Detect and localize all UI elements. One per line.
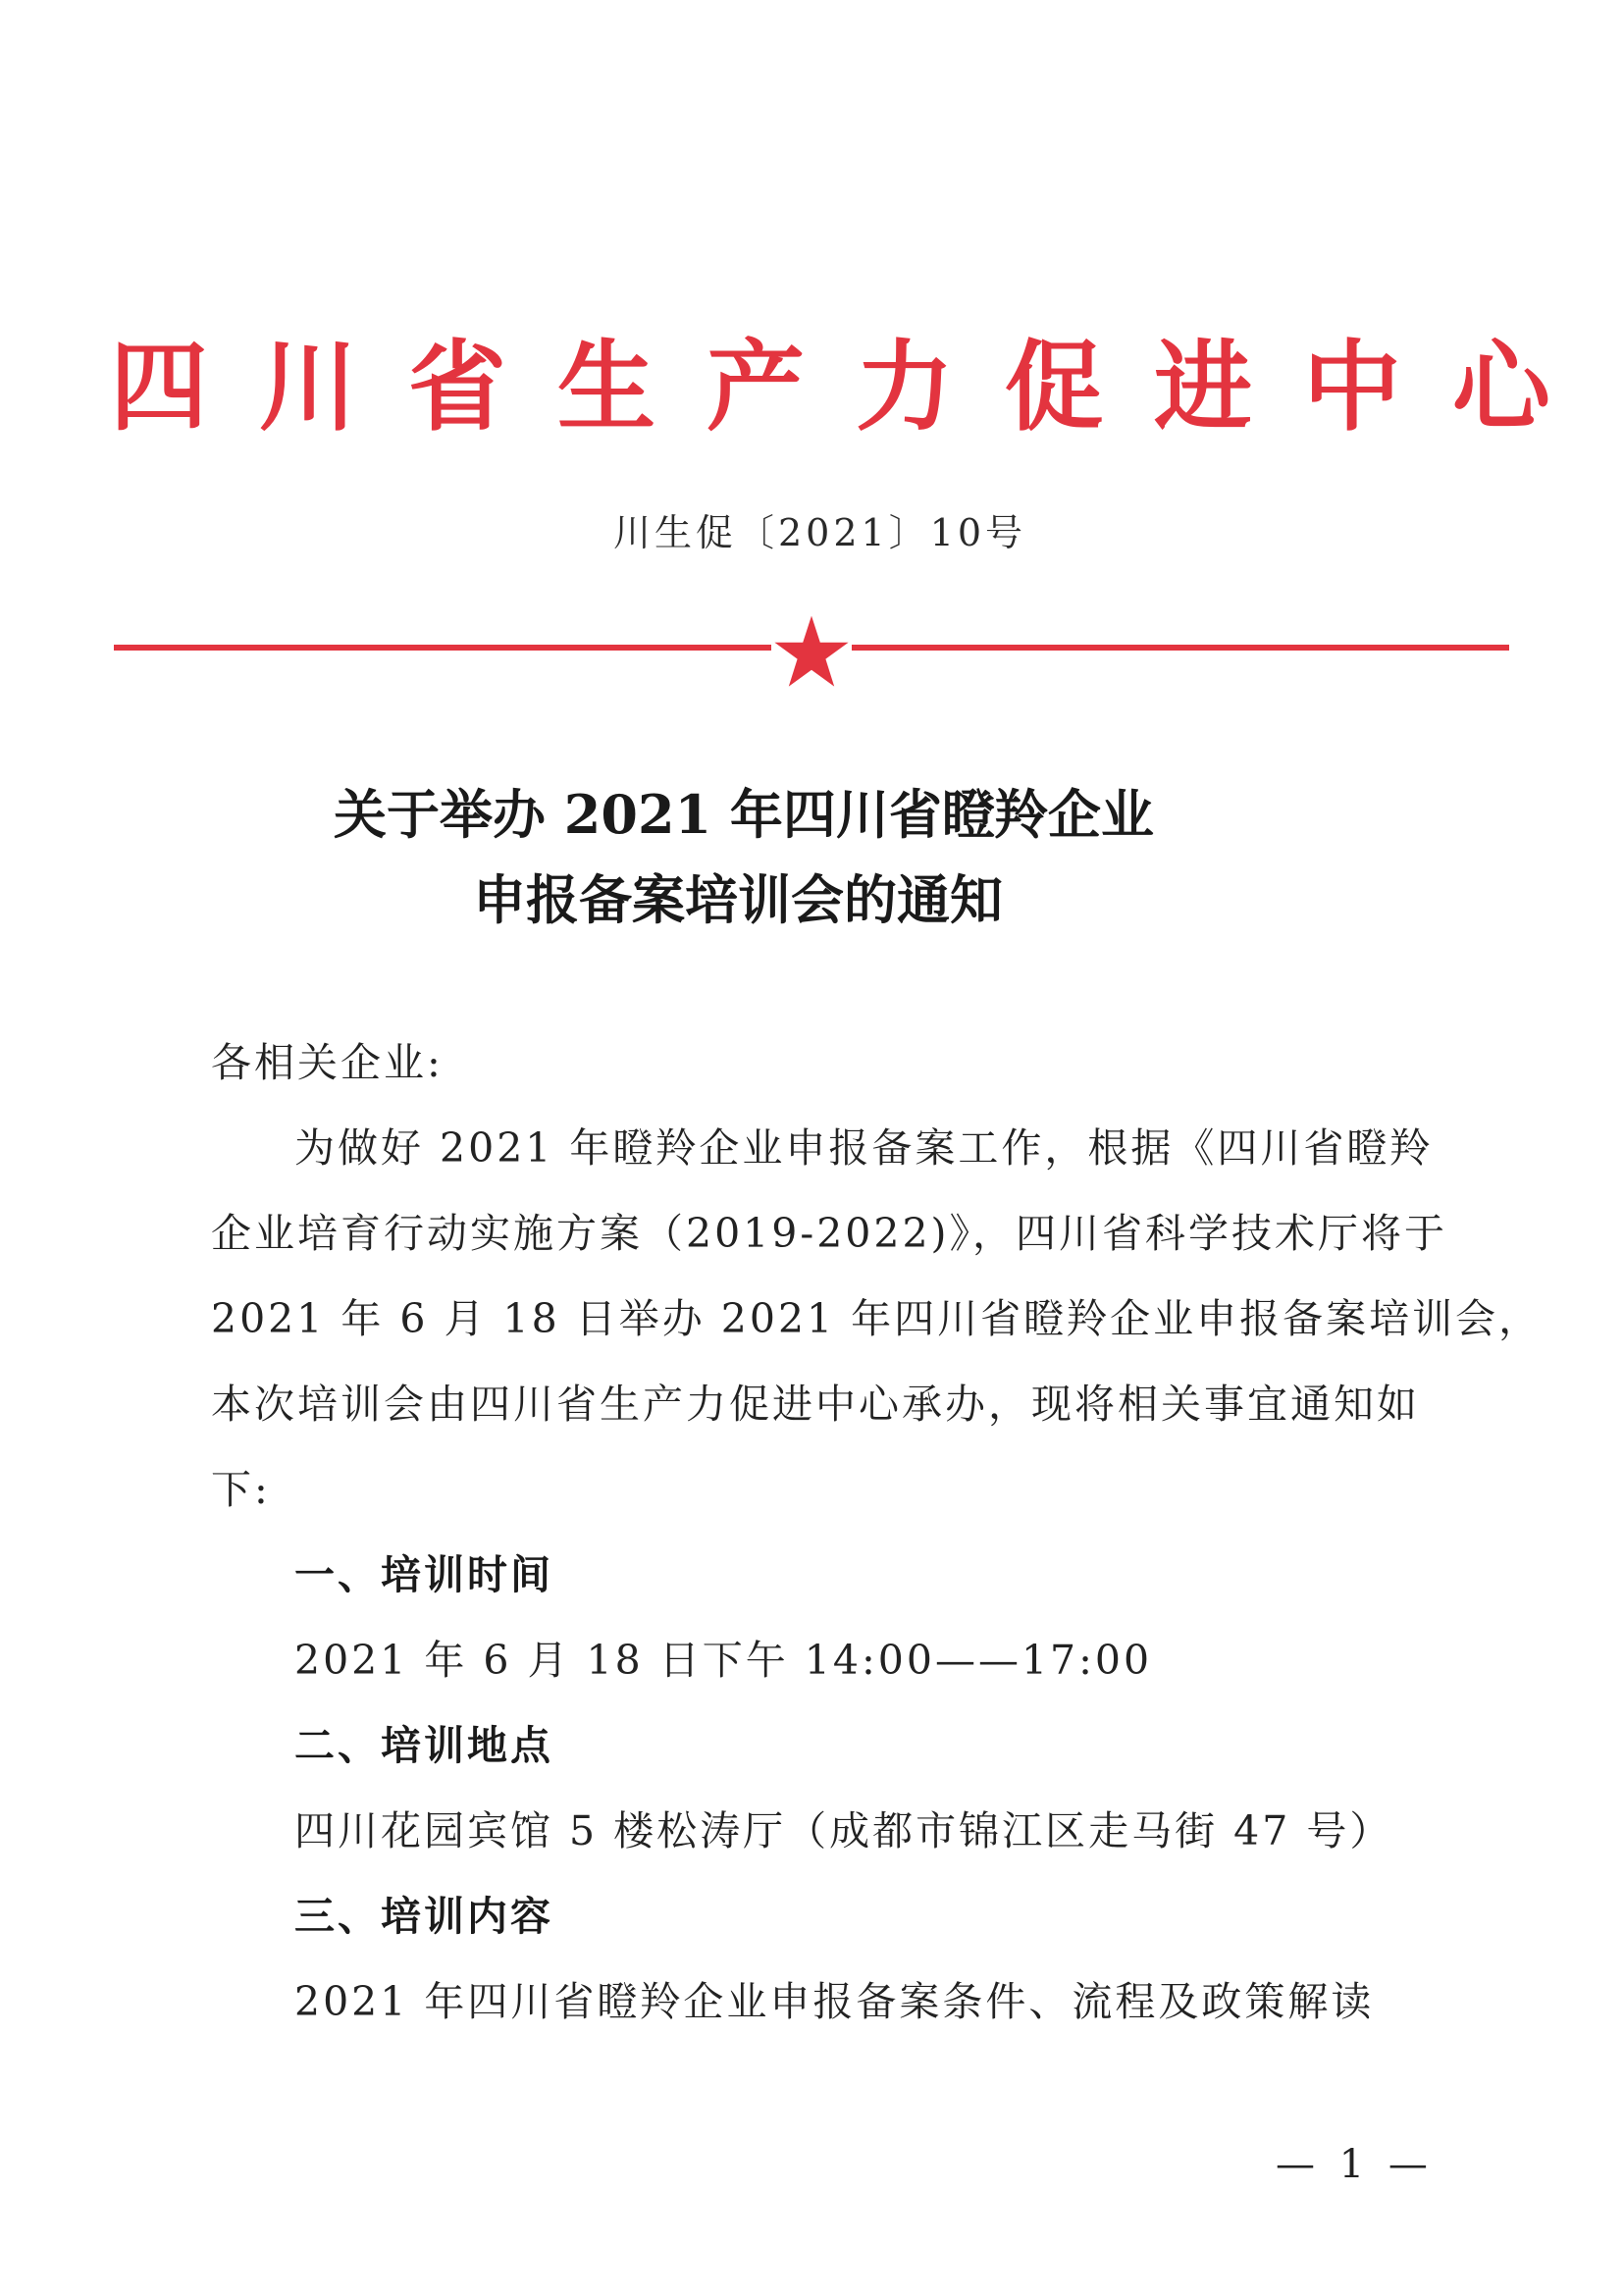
organization-title: 四川省生产力促进中心	[110, 330, 1601, 444]
paragraph-line: 为做好 2021 年瞪羚企业申报备案工作，根据《四川省瞪羚	[294, 1124, 1434, 1172]
section-heading-content: 三、培训内容	[294, 1893, 553, 1940]
section-heading-location: 二、培训地点	[294, 1722, 553, 1769]
paragraph-line: 企业培育行动实施方案（2019-2022)》，四川省科学技术厅将于	[211, 1210, 1448, 1257]
section-content-content: 2021 年四川省瞪羚企业申报备案条件、流程及政策解读	[294, 1978, 1375, 2025]
paragraph-line: 2021 年 6 月 18 日举办 2021 年四川省瞪羚企业申报备案培训会，	[211, 1295, 1543, 1342]
red-divider-right	[852, 645, 1509, 651]
paragraph-line: 本次培训会由四川省生产力促进中心承办，现将相关事宜通知如	[211, 1381, 1420, 1428]
section-heading-time: 一、培训时间	[294, 1551, 553, 1598]
red-divider-left	[114, 645, 771, 651]
paragraph-line: 下:	[211, 1466, 271, 1513]
section-content-time: 2021 年 6 月 18 日下午 14:00——17:00	[294, 1637, 1153, 1684]
document-number: 川生促〔2021〕10号	[613, 511, 1027, 554]
page-number: — 1 —	[1276, 2142, 1434, 2187]
section-content-location: 四川花园宾馆 5 楼松涛厅（成都市锦江区走马街 47 号）	[294, 1807, 1393, 1854]
notice-title-line-1: 关于举办 2021 年四川省瞪羚企业	[334, 783, 1154, 846]
notice-title-line-2: 申报备案培训会的通知	[473, 868, 1003, 931]
star-icon	[772, 614, 851, 689]
salutation: 各相关企业:	[211, 1039, 444, 1086]
